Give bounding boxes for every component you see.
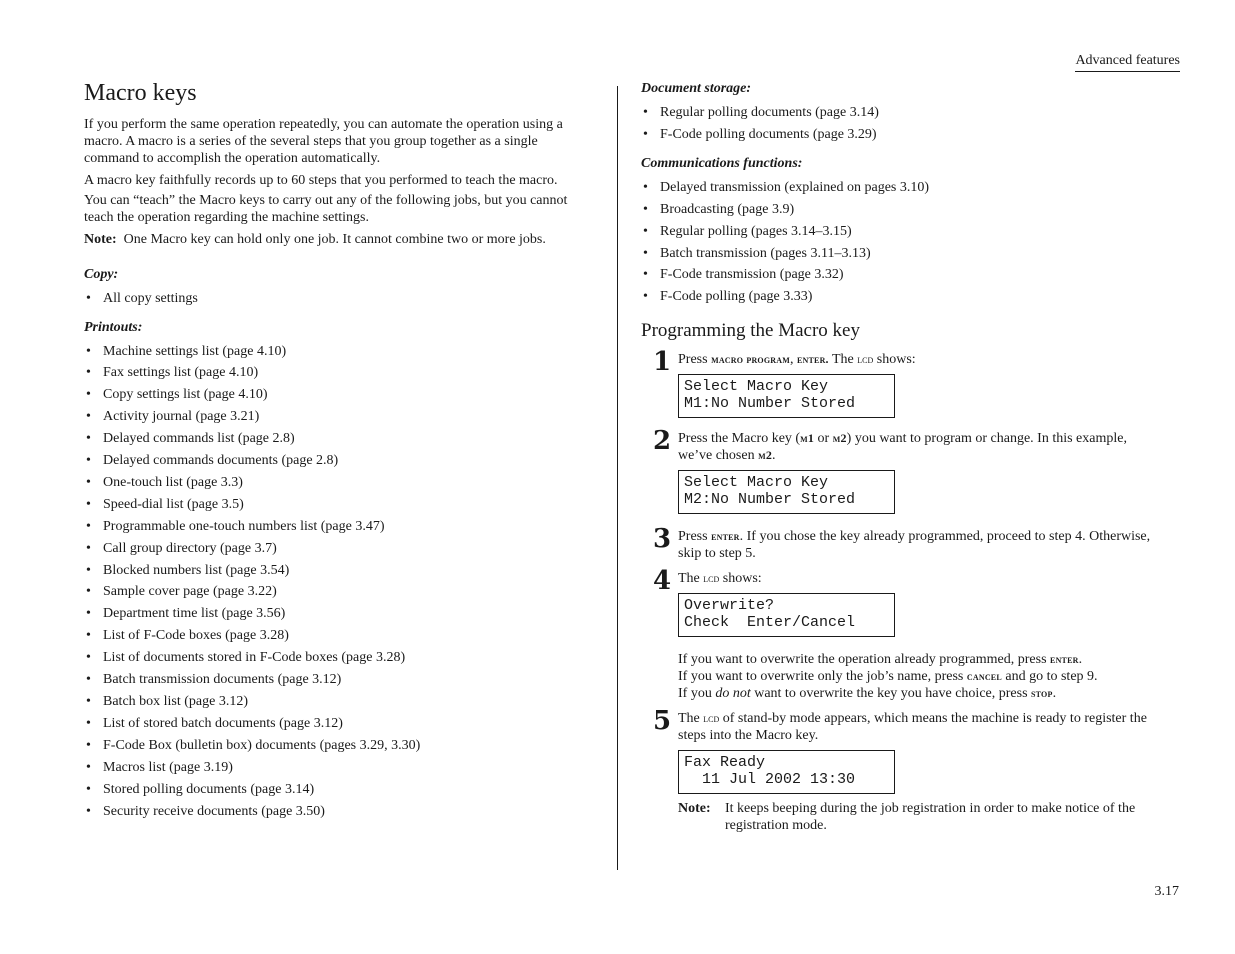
list-item: • F-Code polling documents (page 3.29) bbox=[641, 124, 1151, 146]
step-number: 4 bbox=[653, 566, 672, 597]
text: . bbox=[772, 448, 776, 464]
document-storage-heading: Document storage: bbox=[641, 81, 752, 96]
communications-heading: Communications functions: bbox=[641, 155, 803, 171]
left-column bbox=[84, 80, 596, 822]
text: shows: bbox=[873, 352, 916, 368]
step-2 bbox=[641, 426, 1151, 518]
copy-heading: Copy: bbox=[84, 266, 119, 282]
overwrite-options bbox=[641, 651, 1151, 702]
step-number: 3 bbox=[653, 524, 672, 555]
right-column bbox=[641, 80, 1151, 834]
note-text: It keeps beeping during the job registration in order to make notice of the registration mode. bbox=[725, 801, 1136, 834]
note bbox=[84, 231, 596, 248]
text: If you bbox=[678, 686, 716, 702]
list-item: • Batch box list (page 3.12) bbox=[84, 691, 596, 713]
text: . If you chose the key already programmed, proceed to step 4. Otherwise, skip to step 5. bbox=[678, 529, 1151, 562]
text: or bbox=[814, 431, 833, 447]
printouts-list bbox=[84, 341, 596, 823]
list-item: • Delayed commands list (page 2.8) bbox=[84, 428, 596, 450]
text: The bbox=[678, 711, 704, 727]
note-label: Note: bbox=[678, 801, 711, 817]
text: The bbox=[828, 352, 858, 368]
column-divider bbox=[617, 86, 618, 870]
page-title: Macro keys bbox=[84, 80, 197, 106]
step-3 bbox=[641, 524, 1151, 562]
list-item: • All copy settings bbox=[84, 288, 596, 310]
list-item: • Regular polling (pages 3.14–3.15) bbox=[641, 221, 1151, 243]
text: Press bbox=[678, 352, 712, 368]
enter-key: enter bbox=[711, 529, 740, 544]
lcd-display: Select Macro Key M2:No Number Stored bbox=[678, 470, 895, 514]
intro-paragraph: If you perform the same operation repeatedly, you can automate the operation using a macro. A macro is a series of the several steps that you group together as a single command to accomplish the operation automatically. bbox=[84, 116, 563, 166]
list-item: • F-Code transmission (page 3.32) bbox=[641, 264, 1151, 286]
list-item: • Machine settings list (page 4.10) bbox=[84, 341, 596, 363]
m2-key: m2 bbox=[758, 448, 773, 463]
list-item: • Stored polling documents (page 3.14) bbox=[84, 779, 596, 801]
enter-key: enter bbox=[1050, 652, 1079, 667]
list-item: • Department time list (page 3.56) bbox=[84, 603, 596, 625]
list-item: • Activity journal (page 3.21) bbox=[84, 406, 596, 428]
lcd-word: lcd bbox=[703, 571, 720, 586]
list-item: • Sample cover page (page 3.22) bbox=[84, 581, 596, 603]
printouts-heading: Printouts: bbox=[84, 319, 143, 335]
list-item: • Speed-dial list (page 3.5) bbox=[84, 494, 596, 516]
list-item: • List of documents stored in F-Code boxes (page 3.28) bbox=[84, 647, 596, 669]
communications-list bbox=[641, 177, 1151, 308]
copy-list bbox=[84, 288, 596, 310]
list-item: • List of stored batch documents (page 3.12) bbox=[84, 713, 596, 735]
step-text bbox=[678, 430, 1151, 464]
page-number: 3.17 bbox=[1154, 884, 1179, 899]
text: If you want to overwrite the operation already programmed, press bbox=[678, 652, 1051, 668]
text: . bbox=[1052, 686, 1057, 702]
list-item: • Macros list (page 3.19) bbox=[84, 757, 596, 779]
lcd-display: Overwrite? Check Enter/Cancel bbox=[678, 593, 895, 637]
list-item: • Regular polling documents (page 3.14) bbox=[641, 102, 1151, 124]
list-item: • F-Code Box (bulletin box) documents (pages 3.29, 3.30) bbox=[84, 735, 596, 757]
list-item: • Batch transmission (pages 3.11–3.13) bbox=[641, 243, 1151, 265]
step-text bbox=[678, 570, 1151, 587]
step-number: 2 bbox=[653, 426, 672, 457]
text: shows: bbox=[719, 571, 762, 587]
text: Press bbox=[678, 529, 712, 545]
step-text bbox=[678, 710, 1151, 744]
text: of stand-by mode appears, which means the machine is ready to register the steps into the Macro key. bbox=[678, 711, 1147, 744]
macro-program-key: macro program bbox=[711, 352, 790, 367]
step-number: 5 bbox=[653, 706, 672, 737]
list-item: • Broadcasting (page 3.9) bbox=[641, 199, 1151, 221]
note-text: One Macro key can hold only one job. It cannot combine two or more jobs. bbox=[123, 231, 546, 247]
step-text bbox=[678, 528, 1151, 562]
text: Press the Macro key ( bbox=[678, 431, 801, 447]
list-item: • Programmable one-touch numbers list (page 3.47) bbox=[84, 516, 596, 538]
step-note bbox=[641, 800, 1151, 834]
step-4 bbox=[641, 566, 1151, 641]
option-line bbox=[678, 668, 1151, 685]
enter-key: enter. bbox=[796, 352, 829, 367]
text: If you want to overwrite only the job’s name, press bbox=[678, 669, 967, 685]
text: The bbox=[678, 571, 704, 587]
list-item: • One-touch list (page 3.3) bbox=[84, 472, 596, 494]
list-item: • Blocked numbers list (page 3.54) bbox=[84, 560, 596, 582]
document-storage-list bbox=[641, 102, 1151, 146]
text: . bbox=[1078, 652, 1083, 668]
intro-paragraph: A macro key faithfully records up to 60 steps that you performed to teach the macro. bbox=[84, 172, 558, 188]
step-1 bbox=[641, 347, 1151, 422]
m2-key: m2 bbox=[832, 431, 847, 446]
option-line bbox=[678, 685, 1151, 702]
text: ) you want to program or change. In this example, we’ve chosen bbox=[678, 431, 1127, 464]
list-item: • Delayed commands documents (page 2.8) bbox=[84, 450, 596, 472]
list-item: • Delayed transmission (explained on pages 3.10) bbox=[641, 177, 1151, 199]
step-text bbox=[678, 351, 1151, 368]
text: want to overwrite the key you have choice, press bbox=[750, 686, 1032, 702]
list-item: • Security receive documents (page 3.50) bbox=[84, 801, 596, 823]
option-line bbox=[678, 651, 1151, 668]
stop-key: stop bbox=[1031, 686, 1053, 701]
lcd-display: Fax Ready 11 Jul 2002 13:30 bbox=[678, 750, 895, 794]
m1-key: m1 bbox=[800, 431, 815, 446]
cancel-key: cancel bbox=[966, 669, 1002, 684]
list-item: • F-Code polling (page 3.33) bbox=[641, 286, 1151, 308]
step-number: 1 bbox=[653, 347, 672, 378]
text: and go to step 9. bbox=[1001, 669, 1098, 685]
programming-title: Programming the Macro key bbox=[641, 320, 860, 342]
lcd-word: lcd bbox=[703, 711, 720, 726]
lcd-display: Select Macro Key M1:No Number Stored bbox=[678, 374, 895, 418]
text: , bbox=[789, 352, 797, 368]
lcd-word: lcd bbox=[857, 352, 874, 367]
note-label: Note: bbox=[84, 231, 117, 247]
list-item: • Call group directory (page 3.7) bbox=[84, 538, 596, 560]
header-section-title: Advanced features bbox=[1075, 53, 1180, 72]
step-5 bbox=[641, 706, 1151, 798]
list-item: • List of F-Code boxes (page 3.28) bbox=[84, 625, 596, 647]
emphasis: do not bbox=[715, 686, 751, 702]
list-item: • Copy settings list (page 4.10) bbox=[84, 384, 596, 406]
intro-paragraph: You can “teach” the Macro keys to carry out any of the following jobs, but you cannot teach the operation regarding the machine settings. bbox=[84, 192, 568, 225]
list-item: • Fax settings list (page 4.10) bbox=[84, 362, 596, 384]
list-item: • Batch transmission documents (page 3.12) bbox=[84, 669, 596, 691]
